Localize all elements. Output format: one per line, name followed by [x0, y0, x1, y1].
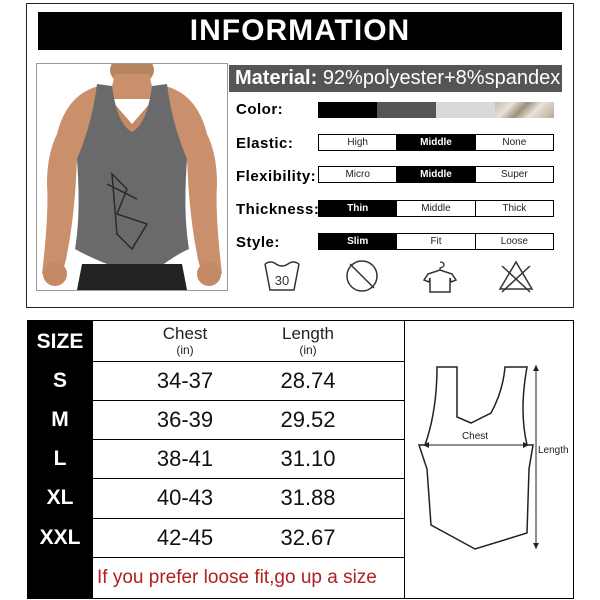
do-not-bleach-icon	[342, 256, 382, 296]
chest-header-unit: (in)	[176, 343, 194, 357]
size-cell: S	[52, 369, 67, 392]
size-cell: XXL	[39, 526, 81, 549]
chest-cell: 42-45	[156, 525, 214, 550]
length-cell: 29.52	[280, 407, 336, 432]
row-separator	[27, 557, 404, 558]
chest-header-label: Chest	[162, 324, 208, 343]
size-cell: XL	[46, 486, 74, 509]
chest-cell: 36-39	[156, 407, 214, 432]
thickness-option-thin: Thin	[319, 201, 397, 216]
length-cell: 32.67	[280, 525, 336, 550]
length-header	[258, 325, 358, 359]
product-photo	[36, 63, 228, 291]
tank-top-outline	[419, 367, 533, 549]
length-cell: 28.74	[280, 368, 336, 393]
chest-cell: 40-43	[156, 485, 214, 510]
size-table-right-border	[573, 320, 574, 598]
thickness-label: Thickness:	[236, 201, 320, 218]
thickness-option-middle: Middle	[397, 201, 475, 216]
style-scale	[318, 233, 554, 250]
size-header: SIZE	[36, 330, 84, 353]
flexibility-option-super: Super	[500, 169, 528, 180]
size-cell: M	[51, 408, 69, 431]
wash-temp-text: 30	[274, 273, 290, 288]
diagram-chest-label: Chest	[461, 431, 489, 442]
color-swatch-gray	[377, 102, 436, 118]
length-arrow-top	[533, 365, 539, 371]
thickness-option-thick: Thick	[502, 203, 527, 214]
color-label: Color:	[236, 101, 284, 118]
elastic-option-high: High	[319, 135, 397, 150]
elastic-option-middle: Middle	[397, 135, 475, 150]
flexibility-option-middle: Middle	[397, 167, 475, 182]
length-arrow-bottom	[533, 543, 539, 549]
style-option-slim: Slim	[319, 234, 397, 249]
chest-cell: 34-37	[156, 368, 214, 393]
elastic-scale	[318, 134, 554, 151]
wash-30-icon	[262, 256, 302, 296]
flexibility-scale	[318, 166, 554, 183]
thickness-scale	[318, 200, 554, 217]
measurement-diagram	[405, 321, 573, 597]
color-swatches	[318, 102, 554, 118]
hang-dry-icon	[420, 256, 460, 296]
style-label: Style:	[236, 234, 280, 251]
material-value: 92%polyester+8%spandex	[322, 67, 561, 89]
material-bar	[229, 65, 562, 92]
elastic-label: Elastic:	[236, 135, 294, 152]
chest-header	[135, 325, 235, 359]
information-title: INFORMATION	[38, 12, 562, 50]
row-separator	[27, 439, 404, 440]
chest-cell: 38-41	[156, 446, 214, 471]
fit-note: If you prefer loose fit,go up a size	[97, 567, 377, 588]
diagram-length-label: Length	[538, 445, 569, 456]
length-header-unit: (in)	[299, 343, 317, 357]
flexibility-label: Flexibility:	[236, 168, 317, 185]
size-table-bottom-border	[27, 598, 574, 599]
color-swatch-camo	[495, 102, 554, 118]
style-option-fit: Fit	[397, 234, 475, 249]
color-swatch-black	[318, 102, 377, 118]
color-swatch-light-gray	[436, 102, 495, 118]
length-cell: 31.88	[280, 485, 336, 510]
elastic-option-none: None	[502, 137, 527, 148]
row-separator	[27, 478, 404, 479]
row-separator	[27, 400, 404, 401]
material-label: Material:	[235, 67, 318, 89]
row-separator	[27, 361, 404, 362]
tank-top-model-image	[37, 64, 227, 290]
size-cell: L	[53, 447, 67, 470]
length-header-label: Length	[282, 324, 334, 343]
flexibility-option-micro: Micro	[319, 167, 397, 182]
row-separator	[27, 518, 404, 519]
style-option-loose: Loose	[500, 236, 528, 247]
do-not-iron-icon	[496, 256, 536, 296]
length-cell: 31.10	[280, 446, 336, 471]
